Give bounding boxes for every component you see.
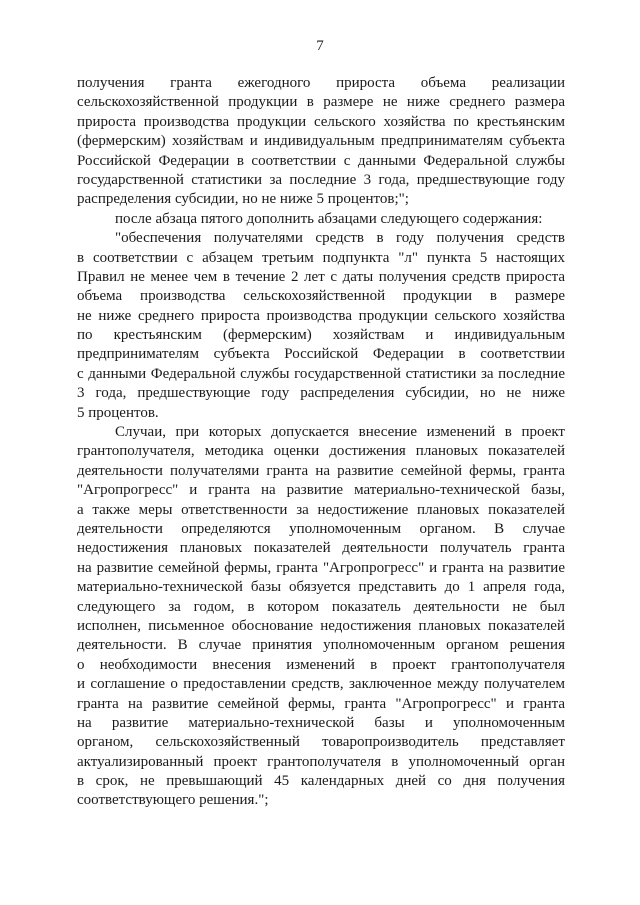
text-line: недостижения плановых показателей деятельности получатель гранта <box>77 540 565 557</box>
text-line: объема производства сельскохозяйственной продукции в размере <box>77 288 565 305</box>
page-number: 7 <box>316 38 324 54</box>
paragraph <box>77 229 565 423</box>
text-line: актуализированный проект грантополучателя в уполномоченный орган <box>77 753 565 770</box>
text-line: исполнен, письменное обоснование недостижения плановых показателей <box>77 617 565 634</box>
text-line: 3 года, предшествующие году распределения субсидии, но не ниже <box>77 385 565 402</box>
text-line: распределения субсидии, но не ниже 5 процентов;"; <box>77 191 409 208</box>
text-line: государственной статистики за последние 3 года, предшествующие году <box>77 171 565 188</box>
text-line: деятельности. В случае принятия уполномоченным органом решения <box>77 637 565 654</box>
text-line: (фермерским) хозяйствам и индивидуальным предпринимателям субъекта <box>77 133 565 150</box>
text-line: с данными Федеральной службы государственной статистики за последние <box>77 365 565 382</box>
text-line: следующего за годом, в котором показатель деятельности не был <box>77 598 565 615</box>
text-line: соответствующего решения."; <box>77 792 269 809</box>
text-line: органом, сельскохозяйственный товаропроизводитель представляет <box>77 734 565 751</box>
text-line: материально-технической базы обязуется представить до 1 апреля года, <box>77 579 565 596</box>
text-line: предпринимателям субъекта Российской Федерации в соответствии <box>77 346 565 363</box>
text-line: после абзаца пятого дополнить абзацами следующего содержания: <box>115 210 543 227</box>
text-line: "Агропрогресс" и гранта на развитие материально-технической базы, <box>77 482 565 499</box>
text-line: на развитие семейной фермы, гранта "Агропрогресс" и гранта на развитие <box>77 559 565 576</box>
text-line: по крестьянским (фермерским) хозяйствам и индивидуальным <box>77 327 565 344</box>
text-line: о необходимости внесения изменений в проект грантополучателя <box>77 656 565 673</box>
text-line: деятельности определяются уполномоченным органом. В случае <box>77 520 565 537</box>
text-line: получения гранта ежегодного прироста объема реализации <box>77 75 565 91</box>
document-body <box>77 74 565 811</box>
text-line: не ниже среднего прироста производства продукции сельского хозяйства <box>77 307 565 324</box>
text-line: в соответствии с абзацем третьим подпункта "л" пункта 5 настоящих <box>77 249 565 266</box>
text-line: гранта на развитие семейной фермы, гранта "Агропрогресс" и гранта <box>77 695 565 712</box>
text-line: прироста производства продукции сельского хозяйства по крестьянским <box>77 113 565 130</box>
text-line: Российской Федерации в соответствии с данными Федеральной службы <box>77 152 565 169</box>
text-line: в срок, не превышающий 45 календарных дней со дня получения <box>77 773 565 790</box>
text-line: 5 процентов. <box>77 404 159 421</box>
text-line: деятельности получателями гранта на развитие семейной фермы, гранта <box>77 462 565 479</box>
text-line: и соглашение о предоставлении средств, заключенное между получателем <box>77 676 565 693</box>
text-line: сельскохозяйственной продукции в размере не ниже среднего размера <box>77 94 565 111</box>
paragraph <box>77 210 565 229</box>
text-line: а также меры ответственности за недостижение плановых показателей <box>77 501 565 518</box>
text-line: "обеспечения получателями средств в году получения средств <box>115 230 565 247</box>
text-line: грантополучателя, методика оценки достижения плановых показателей <box>77 443 565 460</box>
paragraph <box>77 423 565 811</box>
text-line: на развитие материально-технической базы и уполномоченным <box>77 714 565 731</box>
text-line: Случаи, при которых допускается внесение изменений в проект <box>115 424 565 441</box>
paragraph <box>77 74 565 210</box>
text-line: Правил не менее чем в течение 2 лет с даты получения средств прироста <box>77 268 565 285</box>
